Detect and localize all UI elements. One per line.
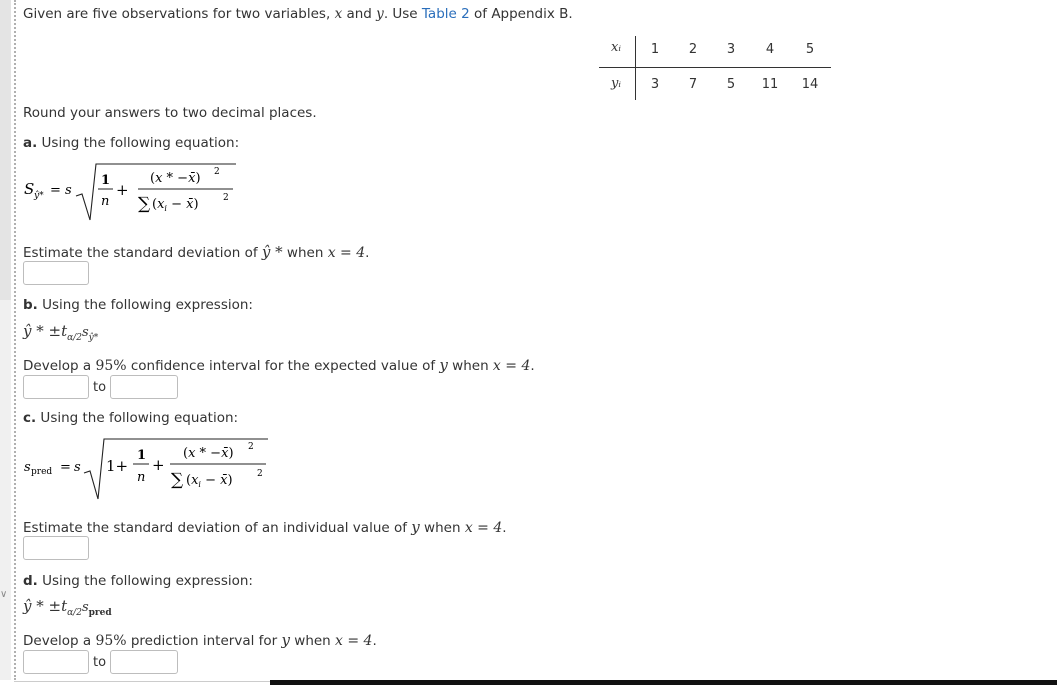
svg-text:(xi − x̄): ($x_i$ − x̄) <box>152 197 199 213</box>
expression-b: ŷ * $\pm t_{\alpha/2}s_{ŷ*}$ <box>23 322 99 343</box>
answer-input-c[interactable] <box>23 536 89 560</box>
bottom-rule <box>14 681 270 682</box>
equation-a <box>20 158 240 228</box>
part-c-question: Estimate the standard deviation of an individual value of y when x = 4. <box>23 518 507 536</box>
x-value: 1 <box>650 42 660 57</box>
prediction-upper-input[interactable] <box>110 650 178 674</box>
to-label: to <box>93 655 107 670</box>
svg-text:2: 2 <box>248 442 254 452</box>
svg-text:+: + <box>116 181 129 199</box>
svg-text:s: s <box>24 460 31 475</box>
svg-text:(x * −x̄): (x * −x̄) <box>150 171 201 186</box>
y-value: 14 <box>801 77 819 92</box>
equation-c <box>20 433 280 505</box>
x-value: 5 <box>805 42 815 57</box>
part-a-heading: a. Using the following equation: <box>23 135 240 151</box>
y-value: 5 <box>726 77 736 92</box>
svg-text:S: S <box>24 180 35 198</box>
prediction-lower-input[interactable] <box>23 650 89 674</box>
svg-text:1+: 1+ <box>106 457 129 475</box>
y-value: 3 <box>650 77 660 92</box>
svg-text:n: n <box>101 194 110 209</box>
part-b-question: Develop a 95% confidence interval for the expected value of y when x = 4. <box>23 356 535 374</box>
left-gutter <box>0 0 11 300</box>
var-y: y <box>376 6 384 22</box>
x-value: 3 <box>726 42 736 57</box>
svg-text:s: s <box>74 460 81 475</box>
svg-text:+: + <box>152 456 165 474</box>
part-c-heading: c. Using the following equation: <box>23 410 239 426</box>
svg-text:=: = <box>50 183 61 198</box>
part-d-heading: d. Using the following expression: <box>23 573 253 589</box>
svg-text:pred: pred <box>31 467 53 477</box>
expression-d: ŷ * $\pm t_{\alpha/2}s_{pred}$ <box>23 597 112 618</box>
intro-text: Given are five observations for two variables, x and y. Use Table 2 of Appendix B. <box>23 6 573 22</box>
confidence-lower-input[interactable] <box>23 375 89 399</box>
svg-text:ŷ*: ŷ* <box>34 191 44 201</box>
y-value: 11 <box>761 77 779 92</box>
confidence-upper-input[interactable] <box>110 375 178 399</box>
x-header: xᵢ <box>611 40 621 55</box>
part-a-question: Estimate the standard deviation of ŷ * when x = 4. <box>23 243 370 261</box>
table-horizontal-rule <box>599 67 831 68</box>
svg-text:(xi − x̄): ($x_i$ − x̄) <box>186 473 233 489</box>
svg-text:s: s <box>65 183 72 198</box>
part-b-heading: b. Using the following expression: <box>23 297 253 313</box>
x-value: 4 <box>765 42 775 57</box>
table-vertical-rule <box>635 36 636 100</box>
svg-text:∑: ∑ <box>138 194 151 214</box>
to-label: to <box>93 380 107 395</box>
svg-text:2: 2 <box>214 167 220 177</box>
var-x: x <box>334 6 343 22</box>
svg-text:=: = <box>60 460 71 475</box>
svg-text:(x * −x̄): (x * −x̄) <box>183 446 234 461</box>
svg-text:2: 2 <box>257 469 263 479</box>
round-instruction: Round your answers to two decimal places. <box>23 105 317 121</box>
part-d-question: Develop a 95% prediction interval for y when x = 4. <box>23 631 377 649</box>
x-value: 2 <box>688 42 698 57</box>
bottom-scrollbar[interactable] <box>270 680 1057 685</box>
svg-text:∑: ∑ <box>171 470 184 490</box>
svg-text:2: 2 <box>223 193 229 203</box>
svg-text:1: 1 <box>137 448 147 463</box>
answer-input-a[interactable] <box>23 261 89 285</box>
y-header: yᵢ <box>611 76 621 91</box>
table-2-link[interactable]: Table 2 <box>421 6 470 22</box>
left-gutter-lower <box>0 300 11 680</box>
svg-text:n: n <box>137 470 146 485</box>
y-value: 7 <box>688 77 698 92</box>
left-border <box>14 0 16 680</box>
chevron-down-icon[interactable]: ∨ <box>0 589 8 600</box>
svg-text:1: 1 <box>101 173 111 188</box>
